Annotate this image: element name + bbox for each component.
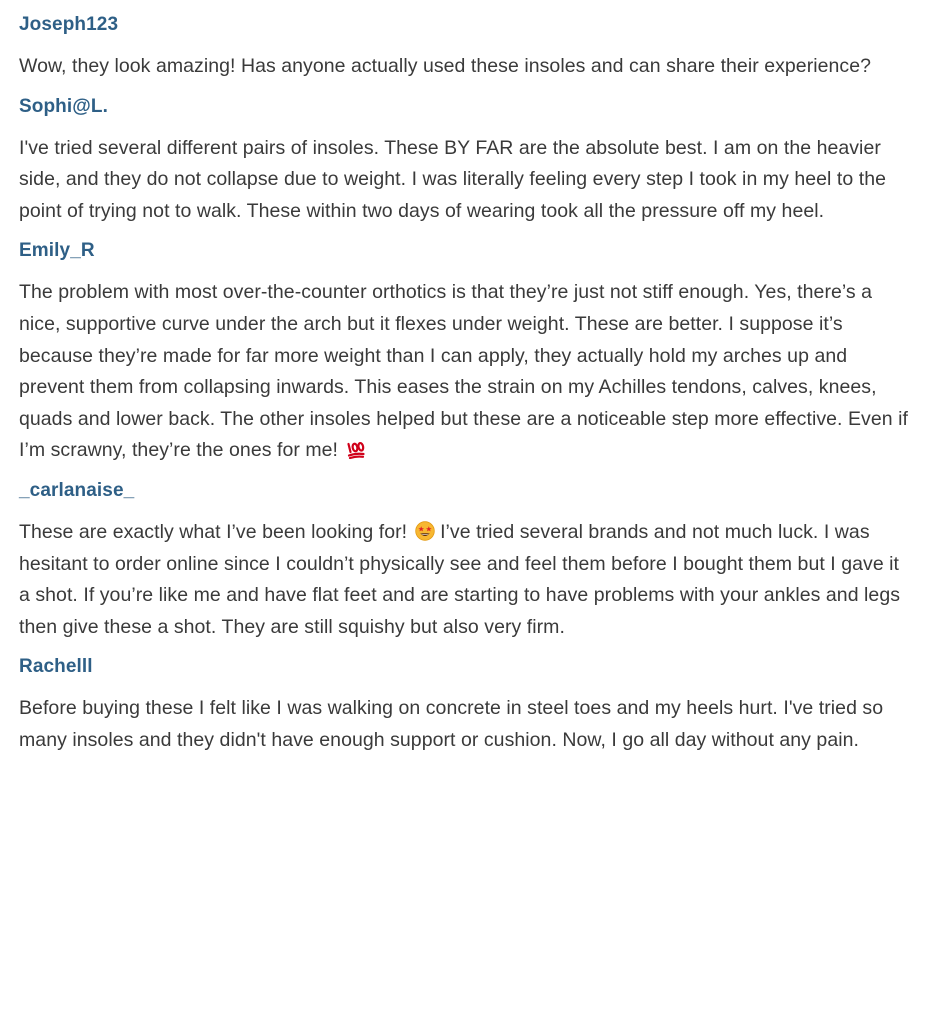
comment-author: Rachelll [19,656,93,678]
comment-author: Sophi@L. [19,95,108,117]
hundred-points-icon [346,438,366,458]
comment [19,652,911,756]
comment-body [19,277,911,467]
comment-author: Emily_R [19,240,95,262]
comment-text: Before buying these I felt like I was walking on concrete in steel toes and my heels hurt. I've tried so many insoles and they didn't have enough support or cushion. Now, I go all day without any pain. [19,697,884,751]
comment [19,236,911,467]
comment [19,92,911,228]
comment-text: The problem with most over-the-counter orthotics is that they’re just not stiff enough. Yes, there’s a nice, supportive curve under the arch but it flexes under weight. These are better. I suppose it’s because they’re made for far more weight than I can apply, they actually hold my arches up and prevent them from collapsing inwards. This eases the strain on my Achilles tendons, calves, knees, quads and lower back. The other insoles helped but these are a noticeable step more effective. Even if I’m scrawny, they’re the ones for me! [19,281,908,462]
comment-text: I've tried several different pairs of insoles. These BY FAR are the absolute best. I am on the heavier side, and they do not collapse due to weight. I was literally feeling every step I took in my heel to the point of trying not to walk. These within two days of wearing took all the pressure off my heel. [19,136,886,222]
comment-text-part: These are exactly what I’ve been looking for! [19,520,408,543]
comment-author: _carlanaise_ [19,479,135,501]
star-struck-face-icon [415,520,435,540]
comment [19,476,911,643]
comment-body [19,517,911,643]
comment-text: Wow, they look amazing! Has anyone actually used these insoles and can share their experience? [19,55,872,77]
comment-author: Joseph123 [19,14,119,35]
comment [19,10,911,83]
comment-text-part: I’ve tried several brands and not much luck. I was hesitant to order online since I couldn’t physically see and feel them before I bought them but I gave it a shot. If you’re like me and have flat feet and are starting to have problems with your ankles and legs then give these a shot. They are still squishy but also very firm. [19,520,901,638]
